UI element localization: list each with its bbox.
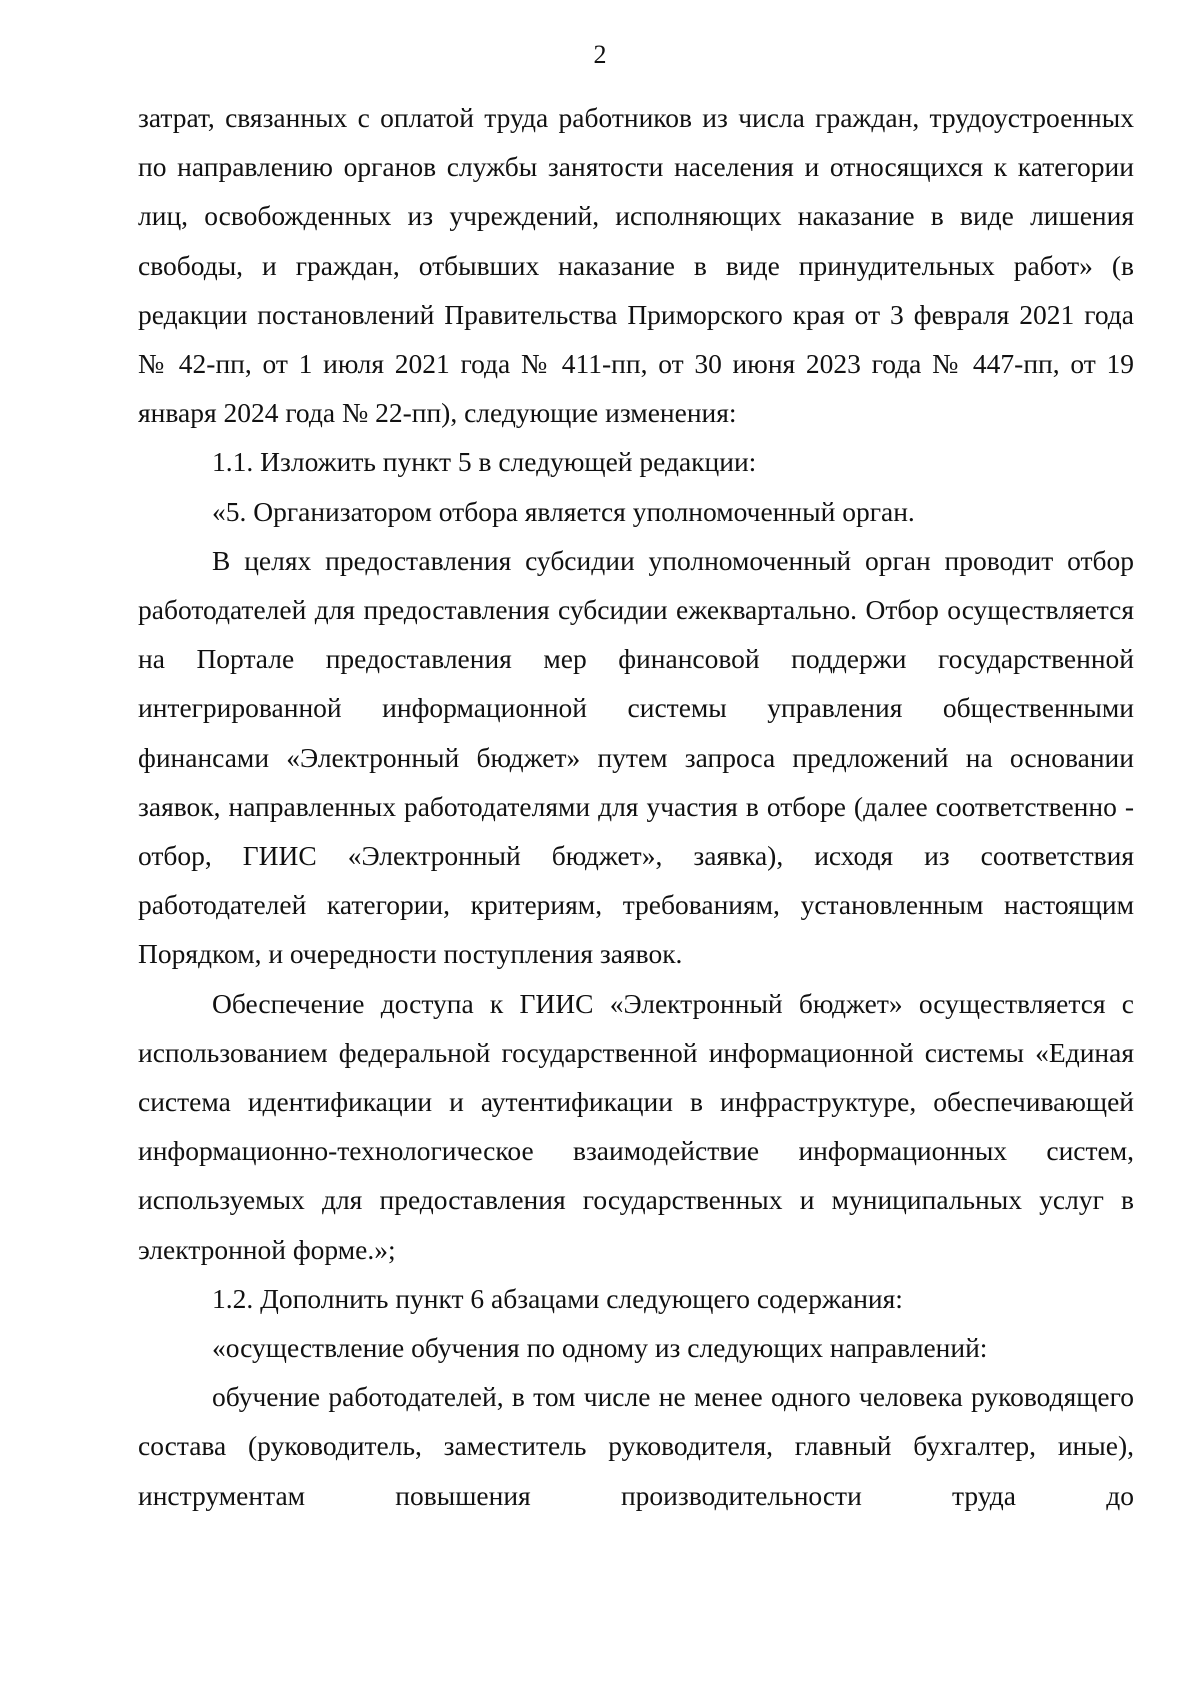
document-body	[138, 93, 1134, 1520]
paragraph-preamble-continuation: затрат, связанных с оплатой труда работников из числа граждан, трудоустроенных по направлению органов службы занятости населения и относящихся к категории лиц, освобожденных из учреждений, исполняющих наказание в виде лишения свободы, и граждан, отбывших наказание в виде принудительных работ» (в редакции постановлений Правительства Приморского края от 3 февраля 2021 года № 42-пп, от 1 июля 2021 года № 411-пп, от 30 июня 2023 года № 447-пп, от 19 января 2024 года № 22-пп), следующие изменения:	[138, 102, 1134, 429]
paragraph-point-5-intro: «5. Организатором отбора является уполномоченный орган.	[212, 495, 915, 527]
paragraph-access-provision: Обеспечение доступа к ГИИС «Электронный бюджет» осуществляется с использованием федеральной государственной информационной системы «Единая система идентификации и аутентификации в инфраструктуре, обеспечивающей информационно-технологическое взаимодействие информационных систем, используемых для предоставления государственных и муниципальных услуг в электронной форме.»;	[138, 987, 1134, 1265]
paragraph-item-1-1: 1.1. Изложить пункт 5 в следующей редакции:	[212, 446, 757, 478]
page-number: 2	[593, 40, 607, 69]
paragraph-item-1-2: 1.2. Дополнить пункт 6 абзацами следующего содержания:	[212, 1282, 903, 1314]
paragraph-training-employers: обучение работодателей, в том числе не менее одного человека руководящего состава (руководитель, заместитель руководителя, главный бухгалтер, иные), инструментам повышения производительности труда до	[138, 1381, 1134, 1511]
paragraph-training-intro: «осуществление обучения по одному из следующих направлений:	[212, 1332, 988, 1364]
paragraph-selection-procedure: В целях предоставления субсидии уполномоченный орган проводит отбор работодателей для предоставления субсидии ежеквартально. Отбор осуществляется на Портале предоставления мер финансовой поддержи государственной интегрированной информационной системы управления общественными финансами «Электронный бюджет» путем запроса предложений на основании заявок, направленных работодателями для участия в отборе (далее соответственно - отбор, ГИИС «Электронный бюджет», заявка), исходя из соответствия работодателей категории, критериям, требованиям, установленным настоящим Порядком, и очередности поступления заявок.	[138, 544, 1134, 970]
